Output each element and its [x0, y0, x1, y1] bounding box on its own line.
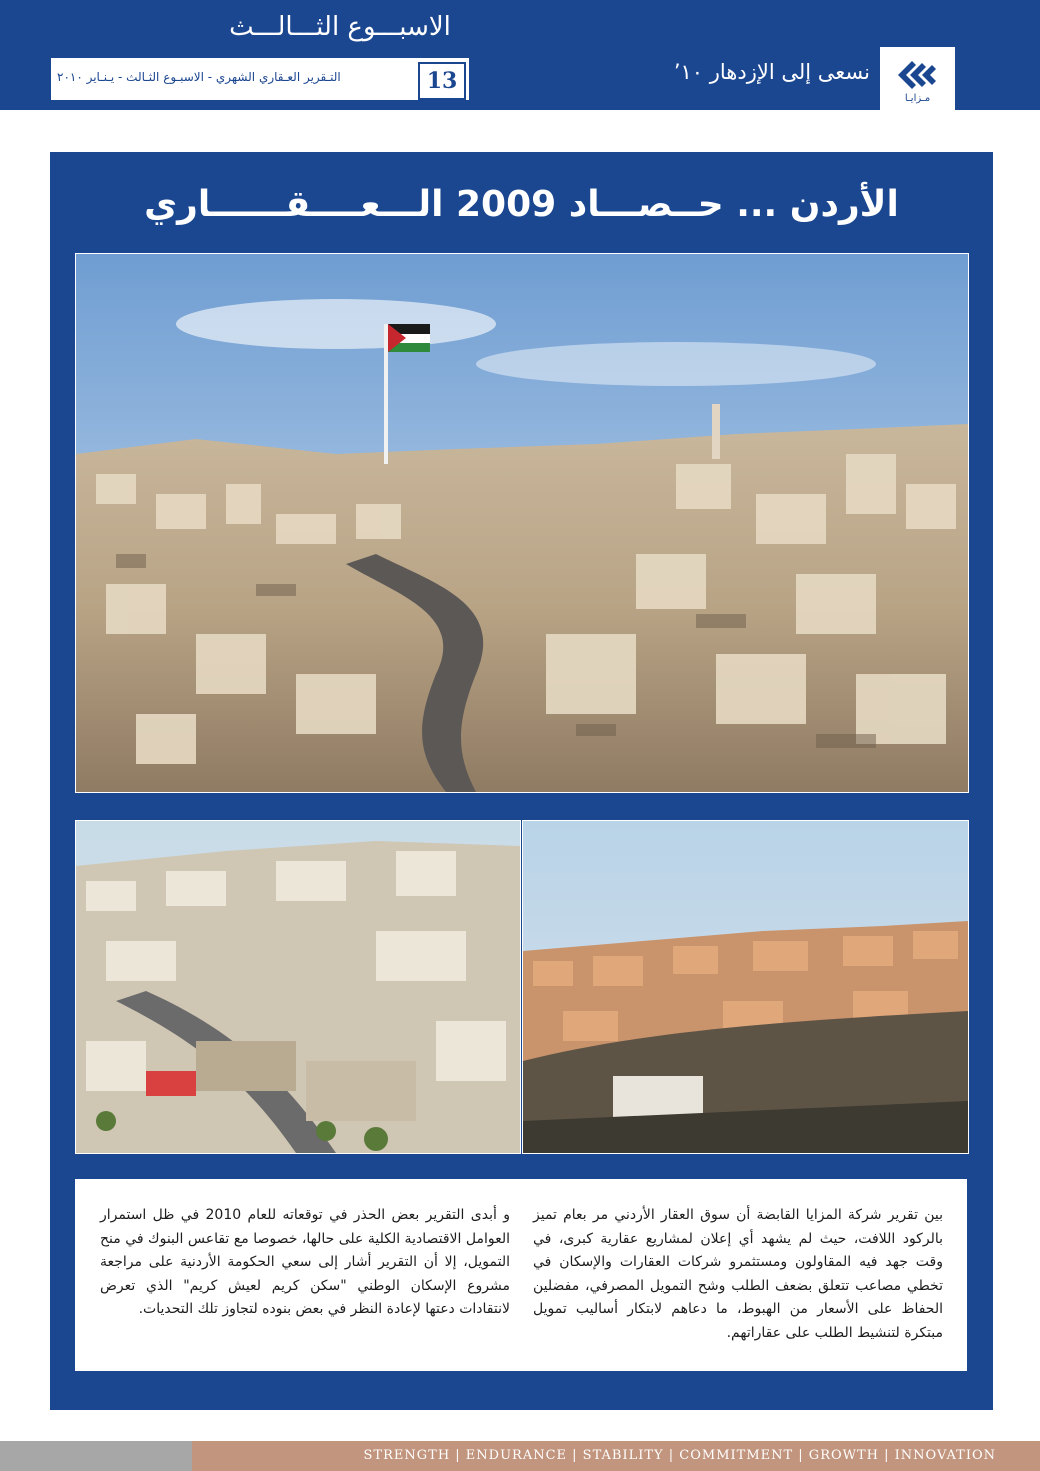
article-panel	[50, 152, 993, 1410]
mazaya-logo-icon	[892, 55, 942, 91]
slogan: نسعى إلى الإزدهار ١٠’	[673, 60, 870, 84]
page-number: 13	[418, 62, 466, 100]
article-column-right: بين تقرير شركة المزايا القابضة أن سوق العقار الأردني مر بعام تميز بالركود اللافت، حيث لم يشهد أي إعلان لمشاريع عقارية كبرى، في وقت جهد فيه المقاولون ومستثمرو شركات العقارات والإسكان في تخطي مصاعب تتعلق بضعف الطلب وشح التمويل المصرفي، مفضلين الحفاظ على الأسعار من الهبوط، ما دعاهم لابتكار أساليب تمويل مبتكرة لتنشيط الطلب على عقاراتهم.	[533, 1207, 943, 1341]
footer-band	[192, 1441, 1040, 1471]
article-textbox	[75, 1179, 967, 1371]
article-column-left: و أبدى التقرير بعض الحذر في توقعاته للعام 2010 في ظل استمرار العوامل الاقتصادية الكلية على حالها، خصوصا مع تقاعس البنوك في منح التمويل، إلا أن التقرير أشار إلى سعي الحكومة الأردنية على مراجعة مشروع الإسكان الوطني "سكن كريم لعيش كريم" الذي تعرض لانتقادات دعتها لإعادة النظر في بعض بنوده لتجاوز تلك التحديات.	[100, 1207, 510, 1317]
amman-downtown-photo	[75, 820, 521, 1154]
logo-text: مـزايـا	[904, 93, 931, 104]
issue-text: التـقرير العـقاري الشهري - الاسبـوع الثـالث - يـنـاير ٢٠١٠	[57, 70, 341, 84]
issue-box	[50, 57, 470, 101]
amman-hillside-sunset-photo	[522, 820, 969, 1154]
header-bar	[0, 0, 1040, 110]
article-headline: الأردن ... حــصـــاد 2009 الـــعــــقــــــاري	[144, 184, 899, 225]
footer-gray-band	[0, 1441, 192, 1471]
amman-panorama-photo	[75, 253, 969, 793]
footer-tagline: STRENGTH | ENDURANCE | STABILITY | COMMITMENT | GROWTH | INNOVATION	[363, 1448, 996, 1463]
logo	[880, 47, 955, 110]
week-title: الاسبـــوع الثـــالـــث	[229, 12, 451, 42]
